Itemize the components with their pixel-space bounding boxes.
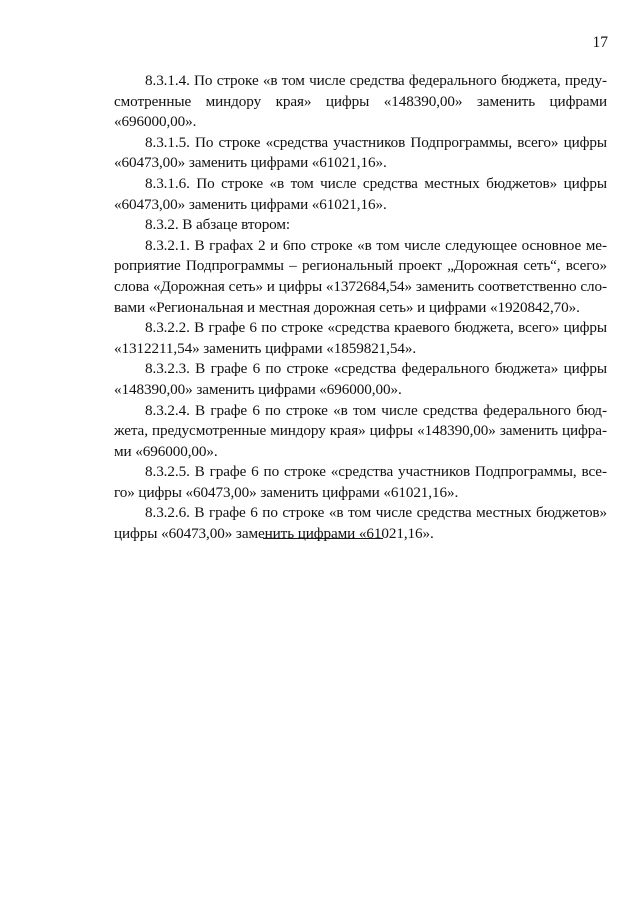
paragraph-8-3-2-2: 8.3.2.2. В графе 6 по строке «средства краевого бюджета, всего» цифры «1312211,54» заменить цифрами «1859821,54».: [114, 319, 607, 357]
paragraph-8-3-1-6: 8.3.1.6. По строке «в том числе средства местных бюджетов» цифры «60473,00» заменить цифрами «61021,16».: [114, 174, 607, 213]
paragraph-8-3-2: 8.3.2. В абзаце втором:: [145, 216, 291, 234]
document-body: [114, 71, 607, 545]
paragraph-8-3-2-4: 8.3.2.4. В графе 6 по строке «в том числе средства федерального бюджета, предусмотренные миндору края» цифры «148390,00» заменить цифрами «696000,00».: [114, 401, 607, 460]
paragraph-8-3-2-5: 8.3.2.5. В графе 6 по строке «средства участников Подпрограммы, всего» цифры «60473,00» заменить цифрами «61021,16».: [114, 463, 607, 501]
paragraph-8-3-1-4: 8.3.1.4. По строке «в том числе средства федерального бюджета, предусмотренные миндору края» цифры «148390,00» заменить цифрами «696000,00».: [114, 72, 607, 131]
paragraph-8-3-2-1: 8.3.2.1. В графах 2 и 6по строке «в том числе следующее основное мероприятие Подпрограммы – региональный проект „Дорожная сеть“, всего» слова «Дорожная сеть» и цифры «1372684,54» заменить соответственно словами «Региональная и местная дорожная сеть» и цифрами «1920842,70».: [114, 236, 607, 316]
closing-separator-line: [263, 538, 383, 539]
page-number: 17: [592, 34, 608, 51]
paragraph-8-3-2-3: 8.3.2.3. В графе 6 по строке «средства федерального бюджета» цифры «148390,00» заменить цифрами «696000,00».: [114, 360, 607, 398]
paragraph-8-3-2-6: 8.3.2.6. В графе 6 по строке «в том числе средства местных бюджетов» цифры «60473,00» заменить цифрами «61021,16».: [114, 504, 607, 543]
paragraph-8-3-1-5: 8.3.1.5. По строке «средства участников Подпрограммы, всего» цифры «60473,00» заменить цифрами «61021,16».: [114, 133, 607, 172]
